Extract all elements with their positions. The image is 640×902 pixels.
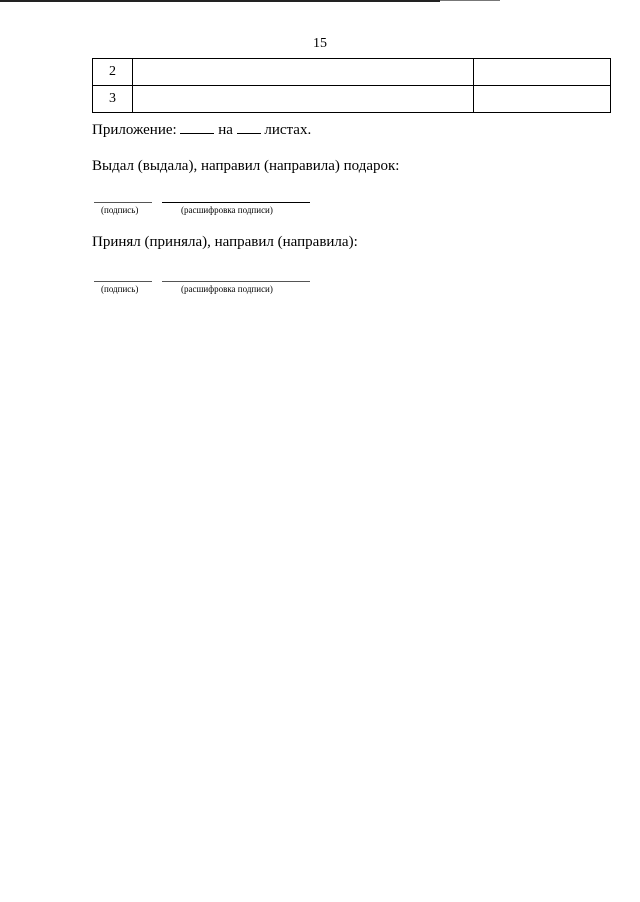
received-decoding-line xyxy=(162,281,310,282)
issued-signature-line xyxy=(94,202,152,203)
received-signature-line xyxy=(94,281,152,282)
attachment-sheets-blank xyxy=(237,120,261,134)
row-extra xyxy=(474,59,611,86)
attachment-suffix: листах. xyxy=(264,122,312,138)
received-signature-caption: (подпись) xyxy=(101,284,139,294)
gift-table xyxy=(92,58,611,113)
row-description xyxy=(133,59,474,86)
page-number: 15 xyxy=(313,36,327,51)
issued-decoding-line xyxy=(162,202,310,203)
scan-edge-mark-tail xyxy=(440,0,500,1)
attachment-middle: на xyxy=(218,122,233,138)
scan-edge-mark xyxy=(0,0,440,2)
row-number: 2 xyxy=(93,59,133,86)
issued-decoding-caption: (расшифровка подписи) xyxy=(181,205,273,215)
row-description xyxy=(133,86,474,113)
row-extra xyxy=(474,86,611,113)
attachment-count-blank xyxy=(180,120,214,134)
row-number: 3 xyxy=(93,86,133,113)
received-decoding-caption: (расшифровка подписи) xyxy=(181,284,273,294)
table-row xyxy=(93,59,611,86)
attachment-line xyxy=(92,120,311,139)
issued-signature-caption: (подпись) xyxy=(101,205,139,215)
issued-label: Выдал (выдала), направил (направила) подарок: xyxy=(92,158,400,174)
table-row xyxy=(93,86,611,113)
received-label: Принял (приняла), направил (направила): xyxy=(92,234,358,250)
attachment-prefix: Приложение: xyxy=(92,122,177,138)
